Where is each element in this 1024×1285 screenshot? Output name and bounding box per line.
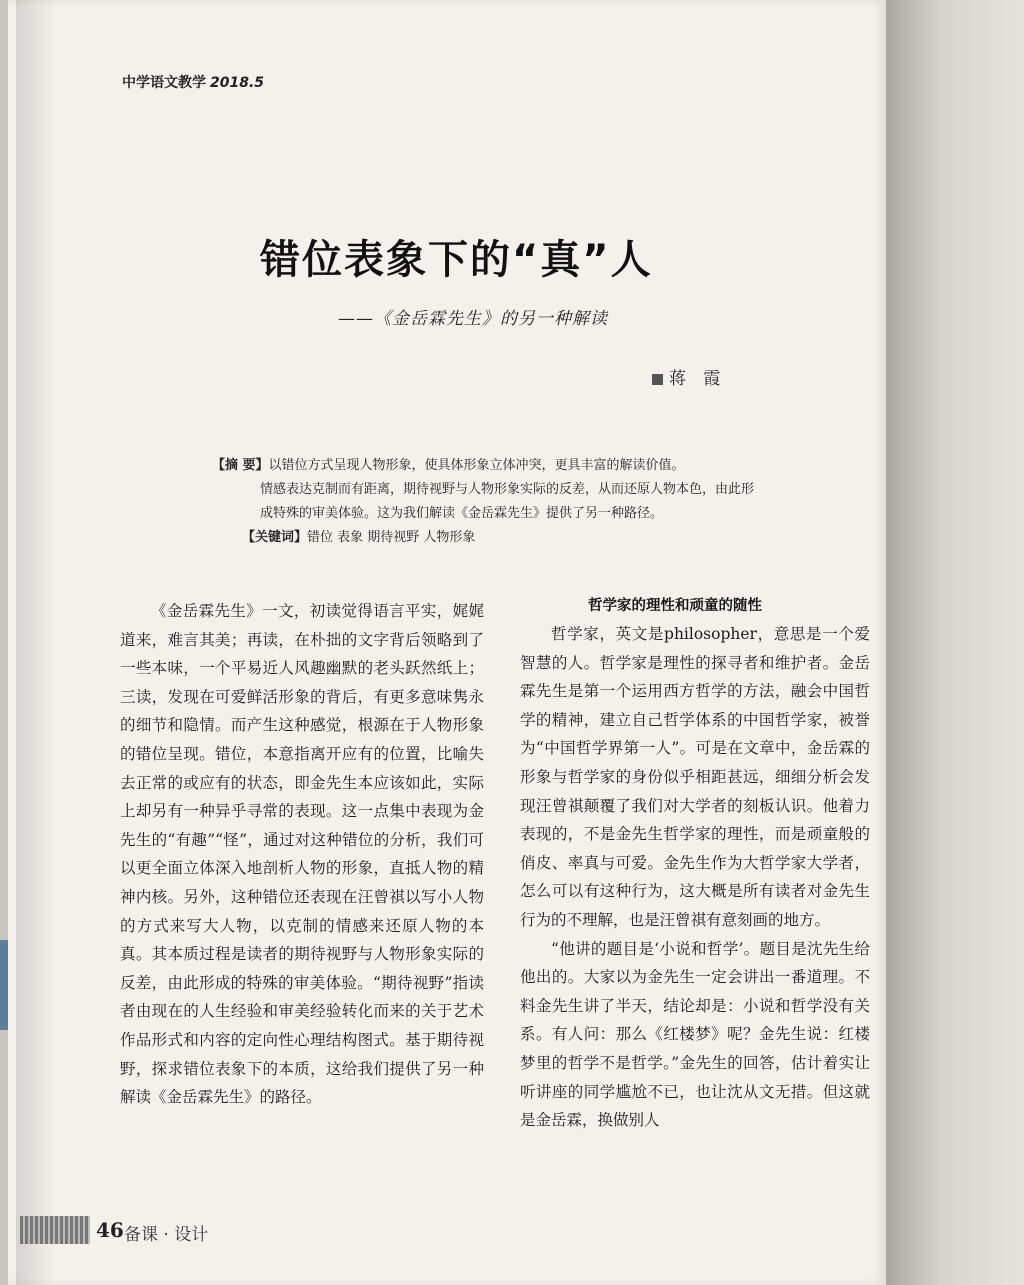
author-marker-icon (652, 374, 663, 385)
section-name: 备课 · 设计 (124, 1225, 209, 1245)
page-footer (20, 1212, 260, 1252)
page-edge-marker (0, 940, 8, 1030)
footer-decoration (20, 1216, 90, 1244)
article-author (652, 364, 726, 389)
abstract-text-3: 成特殊的审美体验。这为我们解读《金岳霖先生》提供了另一种路径。 (260, 506, 664, 521)
article-title: 错位表象下的“真”人 (260, 237, 653, 283)
abstract-text-1: 以错位方式呈现人物形象，使具体形象立体冲突，更具丰富的解读价值。 (268, 458, 685, 473)
abstract-block (212, 454, 812, 550)
page-number: 46 (92, 1218, 128, 1242)
abstract-line (212, 478, 812, 502)
left-column (120, 597, 484, 1112)
body-paragraph-1: 哲学家，英文是philosopher，意思是一个爱智慧的人。哲学家是理性的探寻者和维护者。金岳霖先生是第一个运用西方哲学的方法，融会中国哲学的精神，建立自己哲学体系的中国哲学家，被誉为“中国哲学界第一人”。可是在文章中，金岳霖的形象与哲学家的身份似乎相距甚远，细细分析会发现汪曾祺颠覆了我们对大学者的刻板认识。他着力表现的，不是金先生哲学家的理性，而是顽童般的俏皮、率真与可爱。金先生作为大哲学家大学者，怎么可以有这种行为，这大概是所有读者对金先生行为的不理解，也是汪曾祺有意刻画的地方。 (520, 625, 870, 929)
intro-paragraph: 《金岳霖先生》一文，初读觉得语言平实，娓娓道来，难言其美；再读，在朴拙的文字背后领略到了一些本味，一个平易近人风趣幽默的老头跃然纸上；三读，发现在可爱鲜活形象的背后，有更多意味隽永的细节和隐情。而产生这种感觉，根源在于人物形象的错位呈现。错位，本意指离开应有的位置，比喻失去正常的或应有的状态，即金先生本应该如此，实际上却另有一种异乎寻常的表现。这一点集中表现为金先生的“有趣”“怪”，通过对这种错位的分析，我们可以更全面立体深入地剖析人物的形象，直抵人物的精神内核。另外，这种错位还表现在汪曾祺以写小人物的方式来写大人物，以克制的情感来还原人物的本真。其本质过程是读者的期待视野与人物形象实际的反差，由此形成的特殊的审美体验。“期待视野”指读者由现在的人生经验和审美经验转化而来的关于艺术作品形式和内容的定向性心理结构图式。基于期待视野，探求错位表象下的本质，这给我们提供了另一种解读《金岳霖先生》的路径。 (120, 602, 484, 1107)
article-subtitle: ——《金岳霖先生》的另一种解读 (338, 309, 608, 329)
author-name: 蒋 霞 (669, 369, 727, 389)
body-paragraph-2: “他讲的题目是‘小说和哲学’。题目是沈先生给他出的。大家以为金先生一定会讲出一番道理。不料金先生讲了半天，结论却是：小说和哲学没有关系。有人问：那么《红楼梦》呢？金先生说：红楼梦里的哲学不是哲学。”金先生的回答，估计着实让听讲座的同学尴尬不已，也让沈从文无措。但这就是金岳霖，换做别人 (520, 939, 870, 1130)
abstract-line (212, 502, 812, 526)
abstract-label: 【摘 要】 (212, 458, 269, 473)
abstract-text-2: 情感表达克制而有距离，期待视野与人物形象实际的反差，从而还原人物本色，由此形 (260, 482, 755, 497)
journal-issue: 2018.5 (210, 75, 265, 91)
journal-header (122, 72, 264, 92)
journal-name: 中学语文教学 (122, 75, 206, 91)
abstract-line (212, 454, 812, 478)
adjacent-page-edge (886, 0, 1024, 1285)
right-column (520, 620, 870, 1135)
keywords-label: 【关键词】 (242, 530, 308, 545)
section-heading: 哲学家的理性和顽童的随性 (588, 598, 762, 614)
spine-shadow (16, 0, 56, 1285)
keywords-line (212, 526, 812, 550)
keywords-text: 错位 表象 期待视野 人物形象 (307, 530, 476, 545)
